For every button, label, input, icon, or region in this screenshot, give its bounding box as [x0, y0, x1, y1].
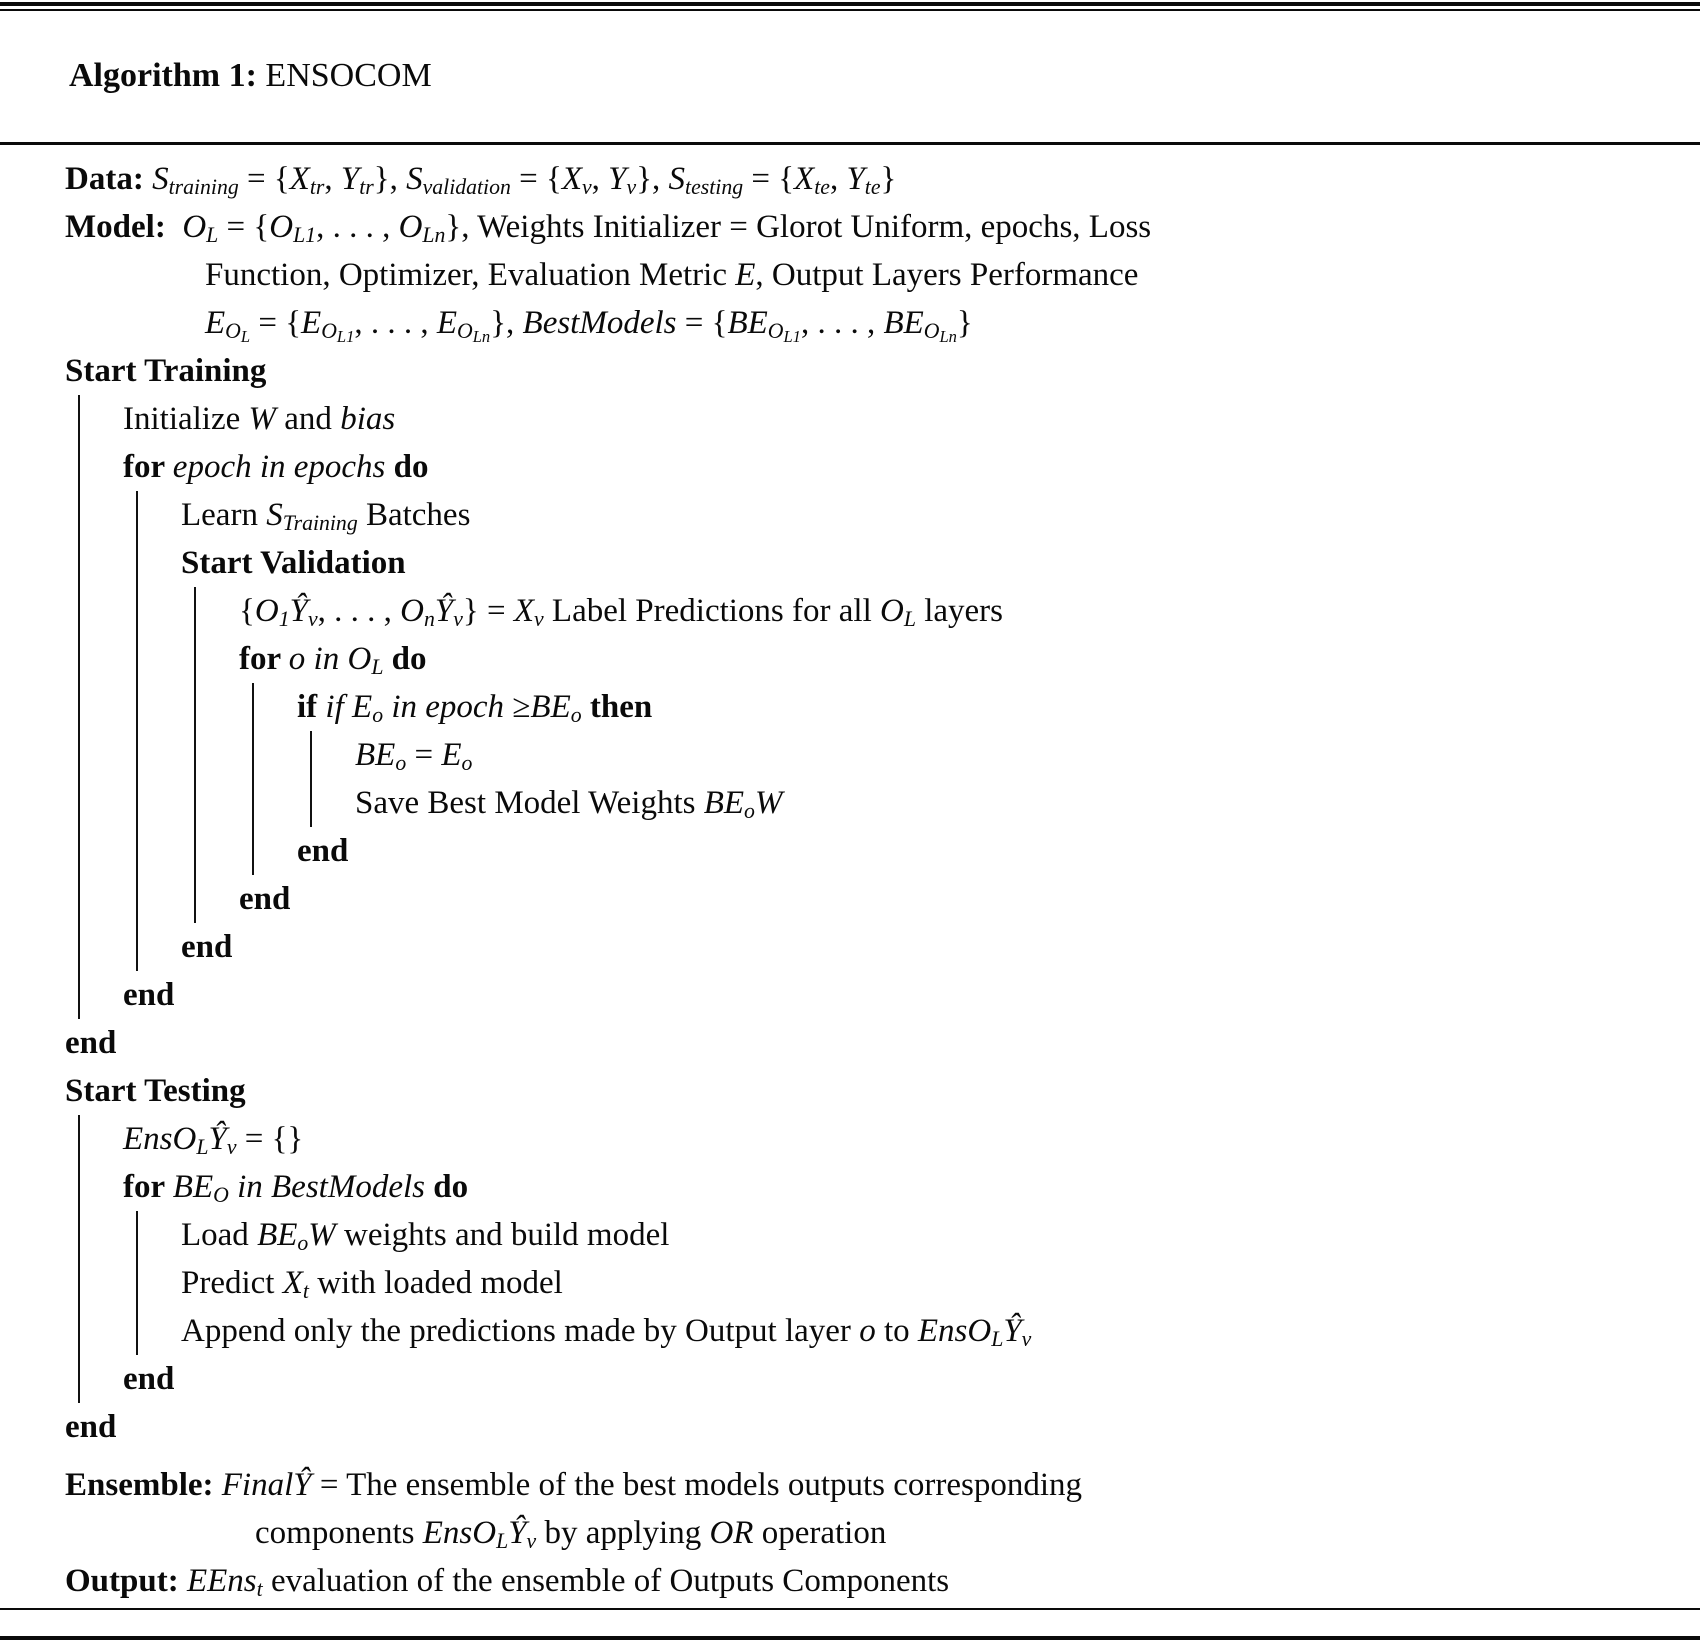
text-segment: components — [255, 1514, 423, 1551]
text-segment: } — [956, 304, 973, 341]
algorithm-line — [65, 539, 1700, 587]
text-segment: do — [383, 640, 427, 677]
block-indent-bar — [136, 731, 181, 779]
text-segment: Y — [340, 160, 360, 197]
text-segment: BestModels — [271, 1168, 425, 1205]
text-segment: Ŷ — [289, 592, 308, 629]
block-indent-bar — [252, 827, 297, 875]
text-segment: Ensemble: — [65, 1466, 222, 1503]
text-segment: do — [424, 1168, 469, 1205]
text-segment: O — [880, 592, 904, 629]
text-segment: Label Predictions for all — [543, 592, 880, 629]
text-segment: t — [302, 1278, 309, 1303]
text-segment: o — [297, 1230, 309, 1255]
block-indent-bar — [78, 683, 123, 731]
text-segment: Y — [608, 160, 627, 197]
line-text — [355, 779, 782, 827]
block-indent-bar — [252, 779, 297, 827]
algorithm-line — [65, 923, 1700, 971]
text-segment: with loaded model — [308, 1264, 563, 1301]
text-segment: }, — [490, 304, 523, 341]
text-segment: L — [496, 1528, 509, 1553]
block-indent-bar — [78, 731, 123, 779]
text-segment: Ŷ — [1003, 1312, 1022, 1349]
text-segment: L1 — [293, 222, 317, 247]
text-segment: O — [225, 318, 241, 343]
text-segment: E — [735, 256, 756, 293]
text-segment: ≥ — [512, 688, 531, 725]
text-segment: in — [228, 1168, 272, 1205]
text-segment: O — [182, 208, 207, 245]
text-segment: Model: — [65, 208, 183, 245]
text-segment: o — [859, 1312, 876, 1349]
text-segment: to — [875, 1312, 918, 1349]
block-indent-bar — [78, 395, 123, 443]
text-segment: L — [903, 606, 916, 631]
line-text — [65, 1403, 116, 1451]
text-segment: X — [513, 592, 534, 629]
text-segment: L — [371, 654, 384, 679]
line-text — [181, 923, 232, 971]
text-segment: O — [347, 640, 372, 677]
line-text — [123, 971, 174, 1019]
text-segment: = { — [238, 160, 290, 197]
algorithm-label: Algorithm 1: — [69, 57, 266, 94]
text-segment: L1 — [336, 326, 355, 346]
text-segment: O — [254, 592, 279, 629]
block-indent-bar — [78, 971, 123, 1019]
text-segment: BE — [727, 304, 768, 341]
text-segment: Start Validation — [181, 544, 406, 581]
text-segment: = — [406, 736, 442, 773]
text-segment: training — [168, 174, 239, 199]
text-segment: L — [991, 1326, 1004, 1351]
text-segment: BE — [703, 784, 745, 821]
block-indent-bar — [136, 875, 181, 923]
line-text — [181, 1307, 1031, 1355]
text-segment: EnsO — [422, 1514, 497, 1551]
algorithm-line — [65, 443, 1700, 491]
block-indent-bar — [194, 683, 239, 731]
algorithm-line — [65, 683, 1700, 731]
text-segment: v — [307, 606, 318, 631]
text-segment: E — [205, 304, 226, 341]
text-segment: , Output Layers Performance — [755, 256, 1139, 293]
line-text — [239, 635, 427, 683]
text-segment: operation — [753, 1514, 887, 1551]
block-indent-bar — [78, 1163, 123, 1211]
line-text — [181, 1259, 563, 1307]
text-segment: , — [829, 160, 847, 197]
text-segment: end — [65, 1408, 117, 1445]
text-segment: }, — [373, 160, 407, 197]
text-segment: BE — [355, 736, 396, 773]
block-indent-bar — [194, 635, 239, 683]
text-segment: W — [308, 1216, 336, 1253]
text-segment: L1 — [783, 326, 801, 346]
text-segment: } — [880, 160, 897, 197]
algorithm-caption — [0, 11, 1700, 142]
text-segment: v — [453, 606, 463, 631]
block-indent-bar — [136, 827, 181, 875]
block-indent-bar — [194, 875, 239, 923]
text-segment: tr — [309, 174, 325, 199]
text-segment: o — [288, 640, 306, 677]
algorithm-line — [65, 827, 1700, 875]
text-segment: O — [923, 318, 940, 343]
text-segment: o — [372, 702, 384, 727]
algorithm-line — [65, 395, 1700, 443]
text-segment: L — [240, 326, 251, 346]
block-indent-bar — [78, 587, 123, 635]
text-segment: = { — [743, 160, 795, 197]
text-segment: }, Weights Initializer = Glorot Uniform, epochs, Loss — [445, 208, 1152, 245]
block-indent-bar — [136, 1259, 181, 1307]
text-segment: { — [239, 592, 255, 629]
block-indent-bar — [194, 779, 239, 827]
algorithm-line — [65, 251, 1700, 299]
text-segment: BE — [257, 1216, 298, 1253]
text-segment: end — [297, 832, 349, 869]
text-segment: Ln — [422, 222, 446, 247]
text-segment: for — [123, 1168, 173, 1205]
text-segment: v — [526, 1528, 537, 1553]
algorithm-line — [65, 1211, 1700, 1259]
algorithm-line — [65, 1163, 1700, 1211]
algorithm-line — [65, 299, 1700, 347]
text-segment: = { — [676, 304, 728, 341]
text-segment: epoch in epochs — [172, 448, 386, 485]
line-text — [65, 155, 896, 203]
block-indent-bar — [78, 443, 123, 491]
text-segment: v — [534, 606, 544, 631]
text-segment: = { — [218, 208, 270, 245]
algorithm-line — [65, 971, 1700, 1019]
line-text — [297, 683, 652, 731]
text-segment: Start Testing — [65, 1072, 246, 1109]
block-indent-bar — [194, 731, 239, 779]
text-segment: end — [123, 976, 175, 1013]
block-indent-bar — [136, 1307, 181, 1355]
block-indent-bar — [310, 779, 355, 827]
text-segment: o — [395, 750, 407, 775]
line-text — [205, 299, 973, 347]
text-segment: Batches — [357, 496, 471, 533]
text-segment: if — [325, 688, 353, 725]
text-segment: X — [282, 1264, 303, 1301]
bottom-rule-inner — [0, 1608, 1700, 1610]
text-segment: Function, Optimizer, Evaluation Metric — [205, 256, 736, 293]
line-text — [65, 1067, 246, 1115]
text-segment: O — [213, 1182, 229, 1207]
text-segment: Load — [181, 1216, 258, 1253]
text-segment: t — [256, 1576, 263, 1601]
text-segment: Ln — [939, 326, 957, 346]
block-indent-bar — [78, 1355, 123, 1403]
text-segment: S — [406, 160, 423, 197]
line-text — [181, 1211, 669, 1259]
algorithm-line — [65, 731, 1700, 779]
text-segment: L — [196, 1134, 209, 1159]
text-segment: end — [65, 1024, 117, 1061]
text-segment: X — [289, 160, 310, 197]
block-indent-bar — [78, 635, 123, 683]
block-indent-bar — [78, 827, 123, 875]
text-segment: Ŷ — [208, 1120, 227, 1157]
line-text — [65, 347, 266, 395]
text-segment: v — [1021, 1326, 1032, 1351]
text-segment: O — [398, 208, 423, 245]
block-indent-bar — [136, 1211, 181, 1259]
text-segment: E — [436, 304, 458, 341]
text-segment: , — [591, 160, 609, 197]
text-segment: testing — [685, 174, 744, 199]
text-segment: , . . . , — [317, 592, 401, 629]
line-text — [239, 587, 1003, 635]
algorithm-line — [65, 779, 1700, 827]
algorithm-line — [65, 1307, 1700, 1355]
text-segment: o — [461, 750, 473, 775]
line-text — [65, 203, 1151, 251]
text-segment: EnsO — [123, 1120, 197, 1157]
text-segment: end — [239, 880, 291, 917]
text-segment: E — [301, 304, 322, 341]
text-segment: FinalŶ — [221, 1466, 312, 1503]
text-segment: validation — [422, 174, 511, 199]
text-segment: if — [297, 688, 326, 725]
block-indent-bar — [78, 1211, 123, 1259]
text-segment: Learn — [181, 496, 267, 533]
text-segment: 1 — [278, 606, 290, 631]
line-text — [181, 491, 470, 539]
block-indent-bar — [78, 875, 123, 923]
text-segment: OR — [709, 1514, 754, 1551]
block-indent-bar — [136, 539, 181, 587]
line-text — [181, 539, 406, 587]
block-indent-bar — [78, 1307, 123, 1355]
text-segment: Append only the predictions made by Output layer — [181, 1312, 860, 1349]
algorithm-line — [65, 1403, 1700, 1451]
text-segment: v — [226, 1134, 237, 1159]
text-segment: S — [668, 160, 686, 197]
text-segment: Ŷ — [508, 1514, 527, 1551]
block-indent-bar — [252, 731, 297, 779]
algorithm-line — [65, 203, 1700, 251]
text-segment: O — [767, 318, 784, 343]
text-segment: Output: — [65, 1562, 187, 1599]
text-segment: O — [400, 592, 424, 629]
line-text — [123, 443, 429, 491]
hanging-indent — [65, 299, 205, 347]
text-segment: in epoch — [383, 688, 513, 725]
block-indent-bar — [194, 587, 239, 635]
algorithm-line — [65, 347, 1700, 395]
text-segment: do — [385, 448, 429, 485]
text-segment: bias — [340, 400, 396, 437]
text-segment: O — [457, 318, 473, 343]
text-segment: o — [744, 798, 755, 823]
algorithm-body — [0, 145, 1700, 1605]
text-segment: Y — [846, 160, 865, 197]
bottom-rule-outer — [0, 1636, 1700, 1640]
block-indent-bar — [136, 683, 181, 731]
text-segment: O — [269, 208, 294, 245]
text-segment: EnsO — [917, 1312, 992, 1349]
block-indent-bar — [78, 491, 123, 539]
text-segment: BestModels — [522, 304, 677, 341]
algorithm-line — [65, 1461, 1700, 1509]
algorithm-line — [65, 1067, 1700, 1115]
text-segment: } = — [462, 592, 514, 629]
block-indent-bar — [136, 779, 181, 827]
text-segment: layers — [915, 592, 1003, 629]
text-segment: S — [152, 160, 169, 197]
text-segment: Ŷ — [434, 592, 454, 629]
algorithm-line — [65, 1355, 1700, 1403]
algorithm-line — [65, 1259, 1700, 1307]
line-text — [123, 395, 395, 443]
text-segment: , . . . , — [316, 208, 399, 245]
text-segment: }, — [636, 160, 669, 197]
text-segment: , — [324, 160, 341, 197]
text-segment: in — [305, 640, 348, 677]
algorithm-line — [65, 1509, 1700, 1557]
algorithm-line — [65, 635, 1700, 683]
text-segment: X — [794, 160, 815, 197]
block-indent-bar — [78, 923, 123, 971]
text-segment: tr — [359, 174, 374, 199]
text-segment: = { — [510, 160, 562, 197]
block-indent-bar — [310, 731, 355, 779]
text-segment: BE — [883, 304, 924, 341]
text-segment: Ln — [472, 326, 491, 346]
algorithm-line — [65, 1115, 1700, 1163]
text-segment: v — [626, 174, 637, 199]
text-segment: te — [814, 174, 830, 199]
text-segment: for — [123, 448, 173, 485]
hanging-indent — [65, 251, 205, 299]
text-segment: end — [181, 928, 233, 965]
block-indent-bar — [78, 539, 123, 587]
text-segment: by applying — [536, 1514, 710, 1551]
text-segment: evaluation of the ensemble of Outputs Components — [262, 1562, 950, 1599]
text-segment: and — [276, 400, 341, 437]
text-segment: X — [561, 160, 582, 197]
block-indent-bar — [136, 587, 181, 635]
text-segment: Start Training — [65, 352, 267, 389]
line-text — [123, 1163, 468, 1211]
text-segment: weights and build model — [335, 1216, 670, 1253]
algorithm-line — [65, 875, 1700, 923]
text-segment: n — [423, 606, 435, 631]
algorithm-line — [65, 587, 1700, 635]
text-segment: o — [570, 702, 582, 727]
algorithm-line — [65, 155, 1700, 203]
block-indent-bar — [78, 1259, 123, 1307]
line-text — [255, 1509, 886, 1557]
algorithm-line — [65, 491, 1700, 539]
line-text — [65, 1557, 949, 1605]
line-text — [239, 875, 290, 923]
bottom-rules — [0, 1608, 1700, 1645]
text-segment: O — [321, 318, 337, 343]
text-segment: BE — [172, 1168, 214, 1205]
line-text — [205, 251, 1138, 299]
text-segment: end — [123, 1360, 175, 1397]
top-rule-outer — [0, 2, 1700, 6]
text-segment: , . . . , — [354, 304, 437, 341]
line-text — [355, 731, 472, 779]
text-segment: EEns — [186, 1562, 257, 1599]
block-indent-bar — [78, 779, 123, 827]
text-segment: W — [248, 400, 277, 437]
text-segment: E — [441, 736, 462, 773]
text-segment: v — [582, 174, 592, 199]
line-text — [297, 827, 348, 875]
block-indent-bar — [136, 635, 181, 683]
line-text — [65, 1461, 1082, 1509]
algorithm-line — [65, 1557, 1700, 1605]
text-segment: Data: — [65, 160, 153, 197]
text-segment: = {} — [236, 1120, 304, 1157]
text-segment: Save Best Model Weights — [355, 784, 704, 821]
text-segment: , . . . , — [800, 304, 884, 341]
algorithm-title: ENSOCOM — [265, 57, 432, 94]
text-segment: L — [206, 222, 219, 247]
text-segment: = { — [250, 304, 302, 341]
hanging-indent — [65, 1509, 255, 1557]
block-indent-bar — [78, 1115, 123, 1163]
block-indent-bar — [136, 923, 181, 971]
text-segment: W — [754, 784, 783, 821]
block-indent-bar — [252, 683, 297, 731]
text-segment: Predict — [181, 1264, 283, 1301]
line-text — [123, 1355, 174, 1403]
text-segment: S — [266, 496, 283, 533]
text-segment: Training — [282, 510, 358, 535]
line-text — [65, 1019, 116, 1067]
line-text — [123, 1115, 303, 1163]
text-segment: te — [864, 174, 881, 199]
text-segment: Initialize — [123, 400, 249, 437]
algorithm-line — [65, 1019, 1700, 1067]
text-segment: E — [352, 688, 373, 725]
block-indent-bar — [136, 491, 181, 539]
text-segment: = The ensemble of the best models outputs corresponding — [311, 1466, 1083, 1503]
block-indent-bar — [194, 827, 239, 875]
text-segment: for — [239, 640, 289, 677]
text-segment: then — [581, 688, 653, 725]
text-segment: BE — [530, 688, 571, 725]
